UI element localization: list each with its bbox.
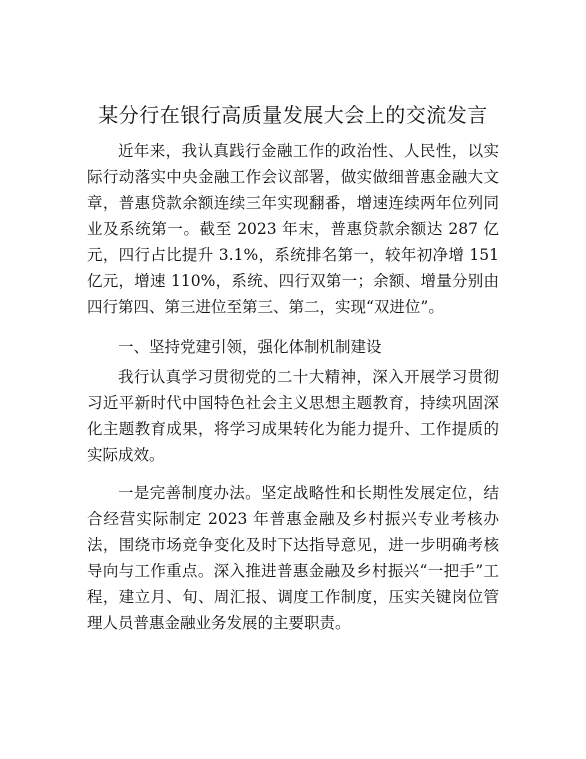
section-heading: 一、坚持党建引领，强化体制机制建设 xyxy=(118,338,382,356)
paragraph-study: 我行认真学习贯彻党的二十大精神，深入开展学习贯彻习近平新时代中国特色社会主义思想主题教育，持续巩固深化主题教育成果，将学习成果转化为能力提升、工作提质的实际成效。 xyxy=(87,368,499,464)
paragraph-system: 一是完善制度办法。坚定战略性和长期性发展定位，结合经营实际制定 2023 年普惠金融及乡村振兴专业考核办法，围绕市场竞争变化及时下达指导意见，进一步明确考核导向与工作重点。深入推进普惠金融及乡村振兴“一把手”工程，建立月、旬、周汇报、调度工作制度，压实关键岗位管理人员普惠金融业务发展的主要职责。 xyxy=(87,484,499,632)
paragraph-intro: 近年来，我认真践行金融工作的政治性、人民性，以实际行动落实中央金融工作会议部署，做实做细普惠金融大文章，普惠贷款余额连续三年实现翻番，增速连续两年位列同业及系统第一。截至 2023 年末，普惠贷款余额达 287 亿元，四行占比提升 3.1%，系统排名第一，较年初净增 151 亿元，增速 110%，系统、四行双第一；余额、增量分别由四行第四、第三进位至第三、第二，实现“双进位”。 xyxy=(87,142,499,316)
document-title: 某分行在银行高质量发展大会上的交流发言 xyxy=(98,103,488,127)
